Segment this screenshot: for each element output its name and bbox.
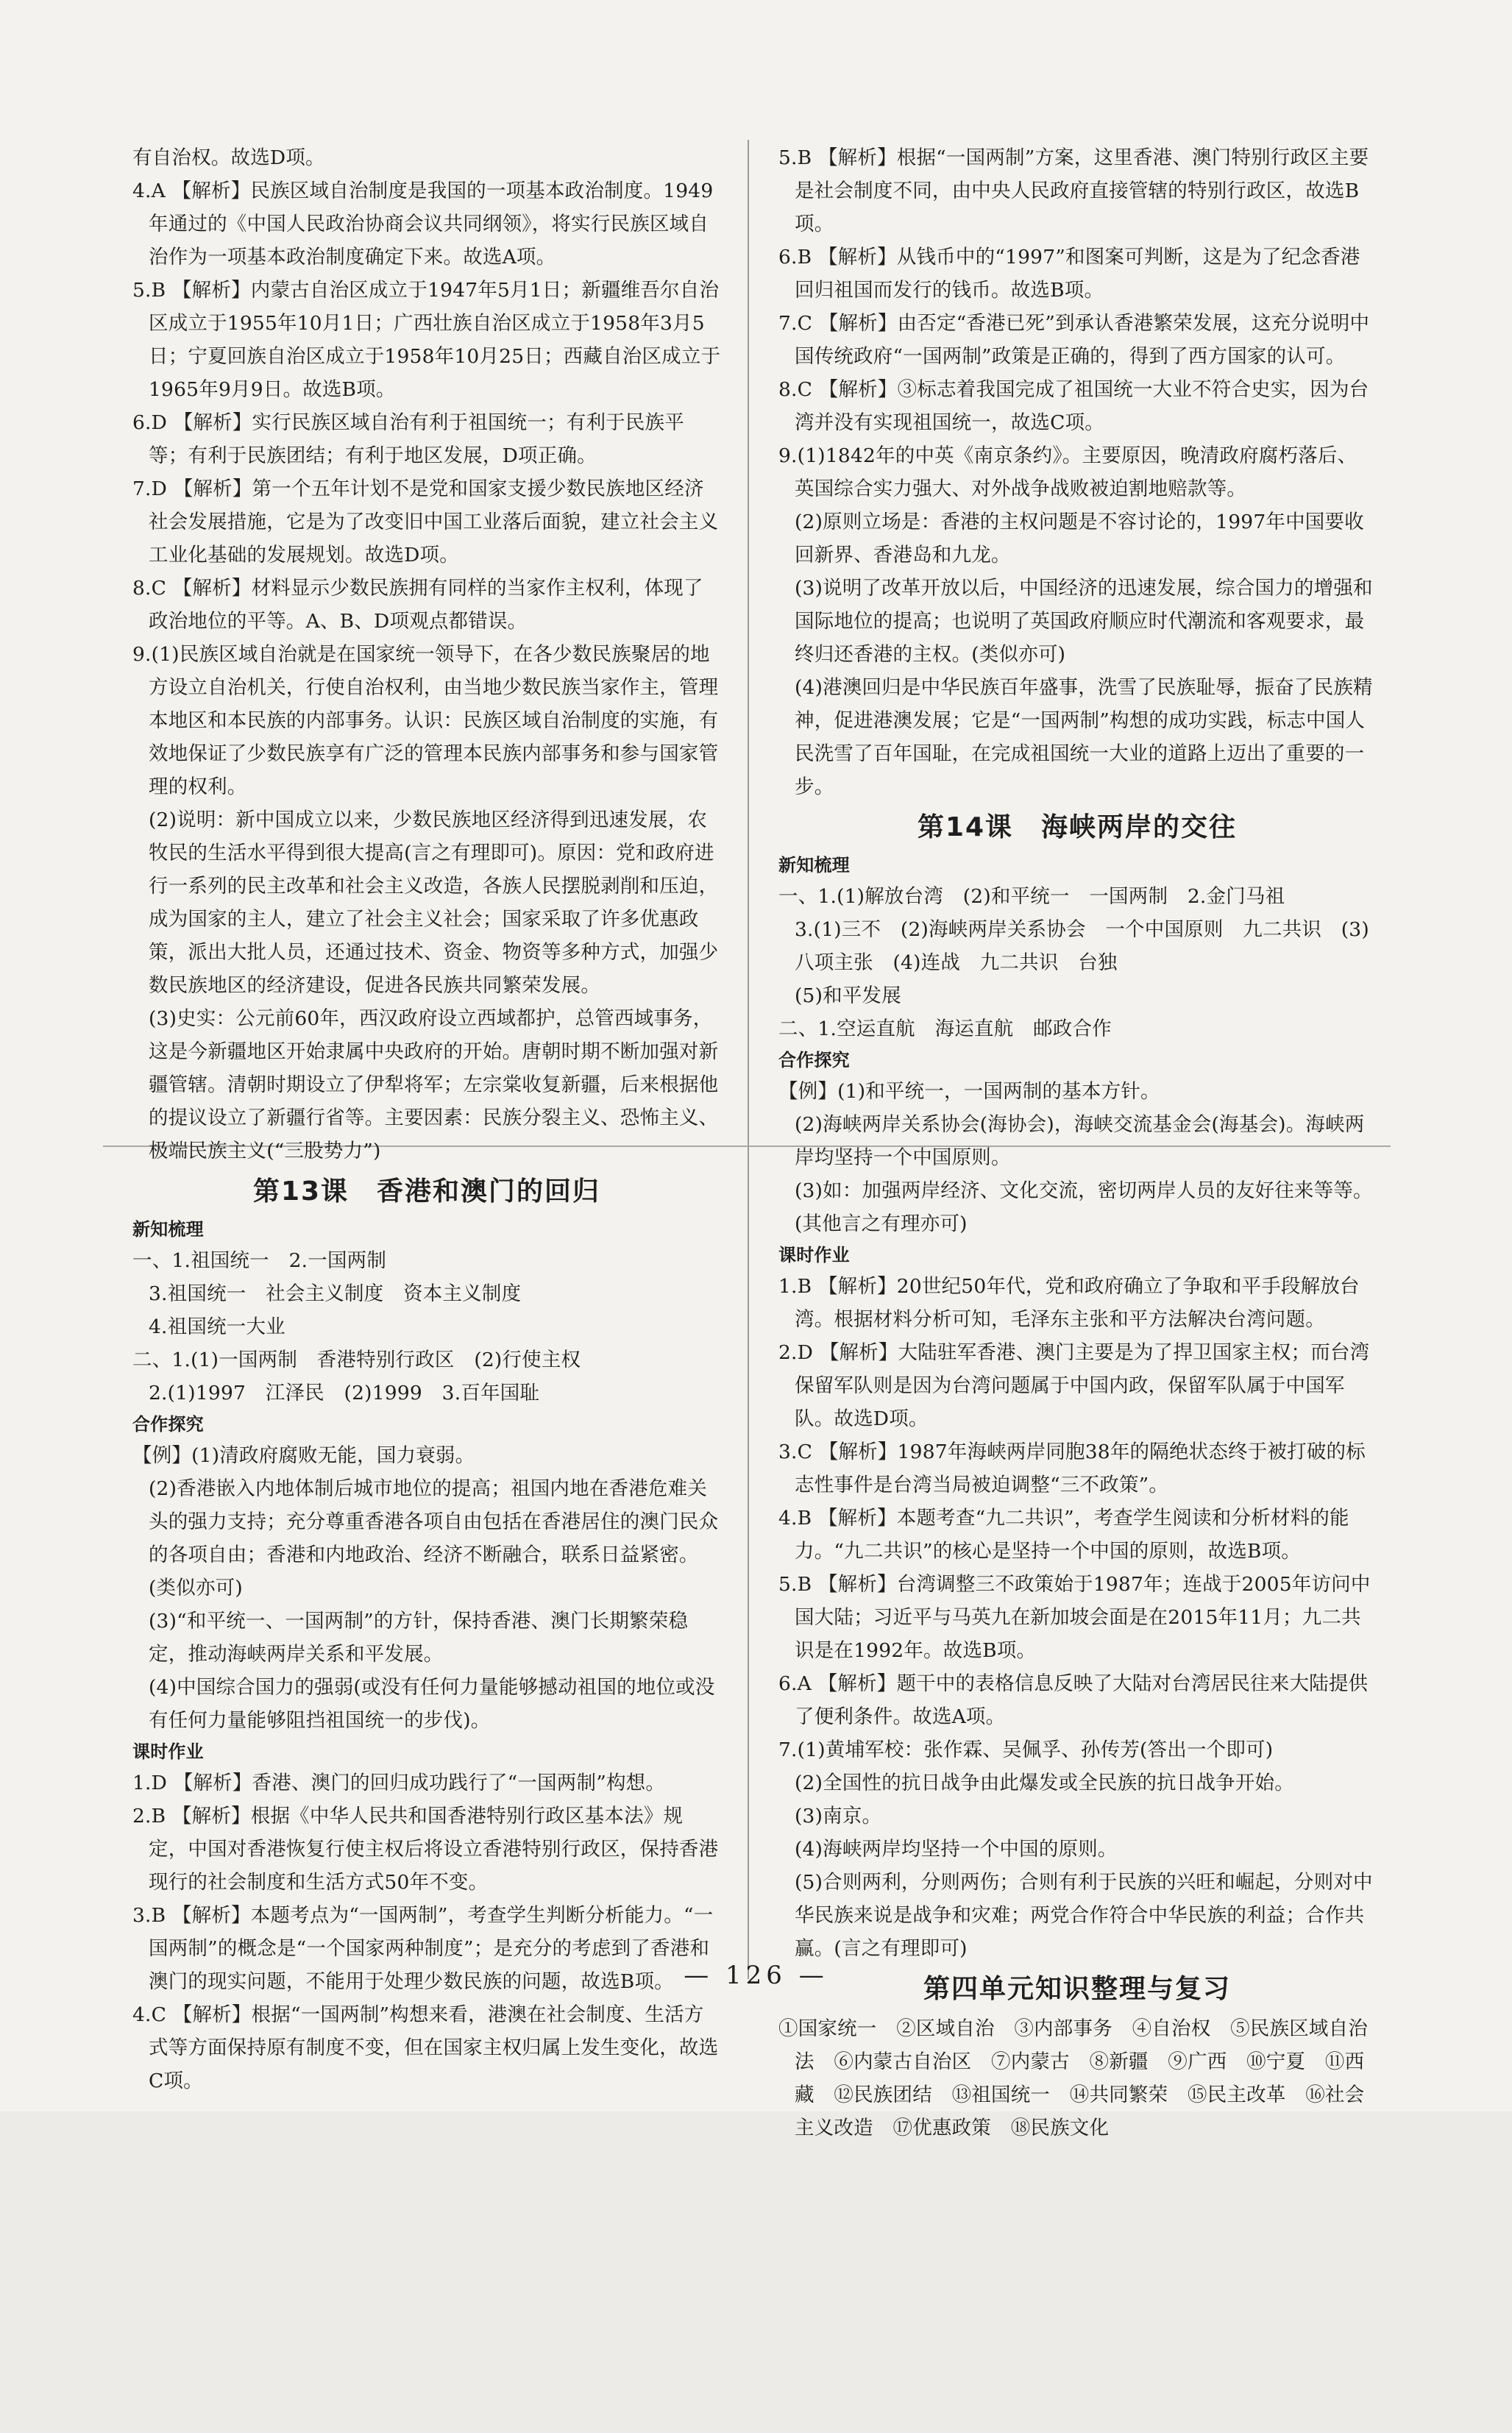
answer-subitem: (4)港澳回归是中华民族百年盛事，洗雪了民族耻辱，振奋了民族精神，促进港澳发展；它是“一国两制”构想的成功实践，标志中国人民洗雪了百年国耻，在完成祖国统一大业的道路上迈出了重要的一步。	[795, 676, 1373, 798]
answer-item: 一、1.祖国统一 2.一国两制	[132, 1249, 387, 1272]
answer-item: 5.B 【解析】台湾调整三不政策始于1987年；连战于2005年访问中国大陆；习近平与马英九在新加坡会面是在2015年11月；九二共识是在1992年。故选B项。	[778, 1573, 1371, 1662]
answer-item: 【例】(1)清政府腐败无能，国力衰弱。	[132, 1444, 475, 1467]
answer-item: 8.C 【解析】材料显示少数民族拥有同样的当家作主权利，体现了政治地位的平等。A、B、D项观点都错误。	[132, 577, 703, 633]
answer-item: 4.C 【解析】根据“一国两制”构想来看，港澳在社会制度、生活方式等方面保持原有制度不变，但在国家主权归属上发生变化，故选C项。	[132, 2003, 719, 2092]
answer-subitem: (3)史实：公元前60年，西汉政府设立西域都护，总管西域事务，这是今新疆地区开始隶属中央政府的开始。唐朝时期不断加强对新疆管辖。清朝时期设立了伊犁将军；左宗棠收复新疆，后来根据他的提议设立了新疆行省等。主要因素：民族分裂主义、恐怖主义、极端民族主义(“三股势力”)	[149, 1007, 719, 1162]
answer-item: 二、1.(1)一国两制 香港特别行政区 (2)行使主权	[132, 1349, 581, 1371]
answer-item: ①国家统一 ②区域自治 ③内部事务 ④自治权 ⑤民族区域自治法 ⑥内蒙古自治区 ⑦内蒙古 ⑧新疆 ⑨广西 ⑩宁夏 ⑪西藏 ⑫民族团结 ⑬祖国统一 ⑭共同繁荣 ⑮民主改革 ⑯社会主义改造 ⑰优惠政策 ⑱民族文化	[778, 2017, 1368, 2139]
page-margin-bottom	[0, 2111, 1512, 2433]
answer-subitem: (2)原则立场是：香港的主权问题是不容讨论的，1997年中国要收回新界、香港岛和九龙。	[795, 511, 1364, 566]
answer-item: 一、1.(1)解放台湾 (2)和平统一 一国两制 2.金门马祖	[778, 885, 1285, 908]
answer-item: 2.D 【解析】大陆驻军香港、澳门主要是为了捍卫国家主权；而台湾保留军队则是因为台湾问题属于中国内政，保留军队属于中国军队。故选D项。	[778, 1341, 1370, 1430]
answer-item: 4.A 【解析】民族区域自治制度是我国的一项基本政治制度。1949年通过的《中国人民政治协商会议共同纲领》，将实行民族区域自治作为一项基本政治制度确定下来。故选A项。	[132, 180, 714, 269]
answer-subitem: (4)海峡两岸均坚持一个中国的原则。	[795, 1838, 1118, 1861]
section-heading: 新知梳理	[132, 1219, 204, 1240]
answer-item: 9.(1)民族区域自治就是在国家统一领导下，在各少数民族聚居的地方设立自治机关，行使自治权利，由当地少数民族当家作主，管理本地区和本民族的内部事务。认识：民族区域自治制度的实施，有效地保证了少数民族享有广泛的管理本民族内部事务和参与国家管理的权利。	[132, 643, 719, 798]
answer-item: 有自治权。故选D项。	[132, 146, 325, 169]
answer-item: 二、1.空运直航 海运直航 邮政合作	[778, 1017, 1112, 1040]
answer-subitem: (3)说明了改革开放以后，中国经济的迅速发展，综合国力的增强和国际地位的提高；也说明了英国政府顺应时代潮流和客观要求，最终归还香港的主权。(类似亦可)	[795, 577, 1373, 666]
answer-item: 2.B 【解析】根据《中华人民共和国香港特别行政区基本法》规定，中国对香港恢复行使主权后将设立香港特别行政区，保持香港现行的社会制度和生活方式50年不变。	[132, 1805, 719, 1894]
right-column	[778, 141, 1376, 2145]
answer-item: 6.D 【解析】实行民族区域自治有利于祖国统一；有利于民族平等；有利于民族团结；有利于地区发展，D项正确。	[132, 411, 684, 467]
answer-item: 8.C 【解析】③标志着我国完成了祖国统一大业不符合史实，因为台湾并没有实现祖国统一，故选C项。	[778, 378, 1369, 434]
answer-subitem: (3)如：加强两岸经济、文化交流，密切两岸人员的友好往来等等。(其他言之有理亦可)	[795, 1179, 1373, 1235]
answer-subitem: 4.祖国统一大业	[149, 1315, 285, 1338]
answer-item: 3.C 【解析】1987年海峡两岸同胞38年的隔绝状态终于被打破的标志性事件是台湾当局被迫调整“三不政策”。	[778, 1441, 1366, 1496]
left-column	[132, 141, 721, 2098]
answer-subitem: (5)合则两利，分则两伤；合则有利于民族的兴旺和崛起，分则对中华民族来说是战争和灾难；两党合作符合中华民族的利益；合作共赢。(言之有理即可)	[795, 1871, 1373, 1960]
answer-subitem: (4)中国综合国力的强弱(或没有任何力量能够撼动祖国的地位或没有任何力量能够阻挡祖国统一的步伐)。	[149, 1676, 715, 1732]
lesson-heading: 第14课 海峡两岸的交往	[917, 812, 1238, 842]
answer-subitem: (2)说明：新中国成立以来，少数民族地区经济得到迅速发展，农牧民的生活水平得到很大提高(言之有理即可)。原因：党和政府进行一系列的民主改革和社会主义改造，各族人民摆脱剥削和压迫，成为国家的主人，建立了社会主义社会；国家采取了许多优惠政策，派出大批人员，还通过技术、资金、物资等多种方式，加强少数民族地区的经济建设，促进各民族共同繁荣发展。	[149, 809, 719, 997]
answer-subitem: 3.(1)三不 (2)海峡两岸关系协会 一个中国原则 九二共识 (3)八项主张 (4)连战 九二共识 台独	[795, 918, 1369, 974]
answer-item: 5.B 【解析】根据“一国两制”方案，这里香港、澳门特别行政区主要是社会制度不同，由中央人民政府直接管辖的特别行政区，故选B项。	[778, 146, 1369, 235]
answer-item: 4.B 【解析】本题考查“九二共识”，考查学生阅读和分析材料的能力。“九二共识”的核心是坚持一个中国的原则，故选B项。	[778, 1507, 1349, 1563]
section-heading: 合作探究	[132, 1414, 204, 1435]
answer-item: 1.D 【解析】香港、澳门的回归成功践行了“一国两制”构想。	[132, 1772, 666, 1794]
answer-subitem: (5)和平发展	[795, 984, 901, 1007]
answer-item: 5.B 【解析】内蒙古自治区成立于1947年5月1日；新疆维吾尔自治区成立于1955年10月1日；广西壮族自治区成立于1958年3月5日；宁夏回族自治区成立于1958年10月25日；西藏自治区成立于1965年9月9日。故选B项。	[132, 279, 721, 401]
section-heading: 新知梳理	[778, 855, 850, 875]
answer-subitem: (3)南京。	[795, 1805, 882, 1828]
answer-subitem: 2.(1)1997 江泽民 (2)1999 3.百年国耻	[149, 1382, 540, 1404]
answer-subitem: (2)全国性的抗日战争由此爆发或全民族的抗日战争开始。	[795, 1772, 1294, 1794]
answer-item: 【例】(1)和平统一，一国两制的基本方针。	[778, 1080, 1160, 1103]
answer-item: 7.D 【解析】第一个五年计划不是党和国家支援少数民族地区经济社会发展措施，它是为了改变旧中国工业落后面貌，建立社会主义工业化基础的发展规划。故选D项。	[132, 477, 719, 566]
section-heading: 课时作业	[778, 1245, 850, 1265]
section-heading: 合作探究	[778, 1050, 850, 1070]
lesson-heading: 第13课 香港和澳门的回归	[252, 1176, 601, 1207]
answer-item: 3.B 【解析】本题考点为“一国两制”，考查学生判断分析能力。“一国两制”的概念是“一个国家两种制度”；是充分的考虑到了香港和澳门的现实问题，不能用于处理少数民族的问题，故选B项。	[132, 1904, 714, 1993]
section-heading: 课时作业	[132, 1741, 204, 1762]
answer-item: 7.C 【解析】由否定“香港已死”到承认香港繁荣发展，这充分说明中国传统政府“一国两制”政策是正确的，得到了西方国家的认可。	[778, 312, 1370, 368]
answer-item: 1.B 【解析】20世纪50年代，党和政府确立了争取和平手段解放台湾。根据材料分析可知，毛泽东主张和平方法解决台湾问题。	[778, 1275, 1360, 1331]
lesson-heading: 第四单元知识整理与复习	[923, 1974, 1231, 2004]
answer-item: 9.(1)1842年的中英《南京条约》。主要原因，晚清政府腐朽落后、英国综合实力强大、对外战争战败被迫割地赔款等。	[778, 444, 1357, 500]
answer-subitem: (3)“和平统一、一国两制”的方针，保持香港、澳门长期繁荣稳定，推动海峡两岸关系和平发展。	[149, 1610, 689, 1666]
answer-item: 6.A 【解析】题干中的表格信息反映了大陆对台湾居民往来大陆提供了便利条件。故选A项。	[778, 1672, 1369, 1728]
answer-subitem: 3.祖国统一 社会主义制度 资本主义制度	[149, 1282, 522, 1305]
answer-item: 6.B 【解析】从钱币中的“1997”和图案可判断，这是为了纪念香港回归祖国而发行的钱币。故选B项。	[778, 246, 1360, 302]
answer-item: 7.(1)黄埔军校：张作霖、吴佩孚、孙传芳(答出一个即可)	[778, 1738, 1274, 1761]
answer-subitem: (2)海峡两岸关系协会(海协会)，海峡交流基金会(海基会)。海峡两岸均坚持一个中国原则。	[795, 1113, 1365, 1169]
answer-subitem: (2)香港嵌入内地体制后城市地位的提高；祖国内地在香港危难关头的强力支持；充分尊重香港各项自由包括在香港居住的澳门民众的各项自由；香港和内地政治、经济不断融合，联系日益紧密。(类似亦可)	[149, 1477, 719, 1599]
page-number: — 126 —	[684, 1961, 828, 1990]
column-divider	[748, 140, 749, 1979]
